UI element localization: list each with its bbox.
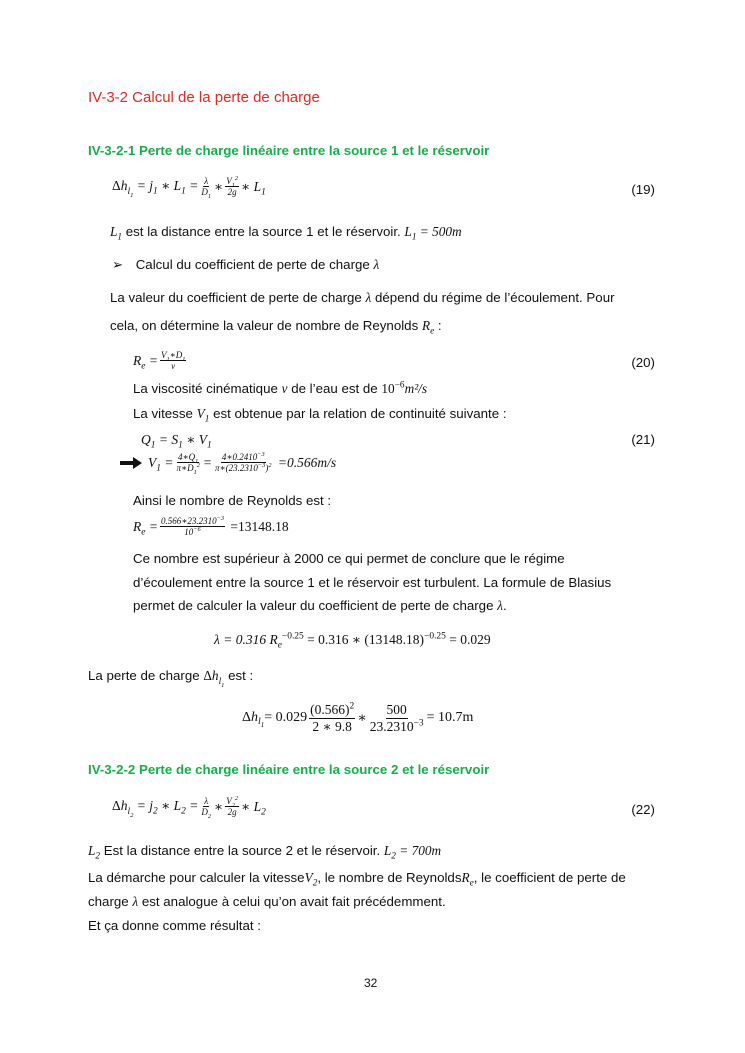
- eq-number-19: (19): [631, 182, 655, 197]
- approach-line1: La démarche pour calculer la vitesseV$_2$, le nombre de ReynoldsR$_e$, le coefficient de perte de: [88, 870, 626, 889]
- reynolds-intro: Ainsi le nombre de Reynolds est :: [133, 493, 332, 508]
- viscosity-line: La viscosité cinématique ν de l’eau est de $10^{-6}m^2/s$: [133, 380, 428, 396]
- eq-number-20: (20): [631, 355, 655, 370]
- right-arrow-icon: [120, 457, 142, 469]
- head-loss-result: = 10.7m: [426, 710, 474, 726]
- v1-result: 0.566m/s: [286, 454, 337, 470]
- l1-value: 500m: [432, 224, 462, 239]
- lambda-result: = 0.029: [449, 632, 491, 647]
- bullet-text: Calcul du coefficient de perte de charge: [135, 257, 370, 272]
- eq-number-21: (21): [631, 432, 655, 447]
- subsection-heading-1: IV-3-2-1 Perte de charge linéaire entre la source 1 et le réservoir: [88, 143, 490, 158]
- section-heading: IV-3-2 Calcul de la perte de charge: [88, 89, 320, 106]
- conclusion-line1: Ce nombre est supérieur à 2000 ce qui permet de conclure que le régime: [133, 551, 565, 566]
- result-intro: Et ça donne comme résultat :: [88, 918, 261, 933]
- l2-definition: $L_2$ Est la distance entre la source 2 et le réservoir. $L_2 = 700m$: [88, 843, 442, 862]
- v1-computation: $V_1$ = $\frac{4∗Q_1}{\pi∗D_1^2}$ = $\frac{4∗0.2410^{-3}}{\pi∗(23.2310^{-3})^2}$ = 0.566m/s: [120, 452, 336, 474]
- page-number: 32: [364, 976, 378, 990]
- loss-intro: La perte de charge $\Delta h_{l_1}$ est :: [88, 668, 254, 689]
- reynolds-computation: $R_e$ = $\frac{0.566∗23.2310^{-3}}{10^{-6}}$ = 13148.18: [133, 515, 289, 538]
- paragraph-regime-line1: La valeur du coefficient de perte de charge λ dépend du régime de l’écoulement. Pour: [110, 290, 615, 305]
- l1-definition: $L_1$ est la distance entre la source 1 et le réservoir. $L_1 = 500m$: [110, 224, 462, 243]
- arrowhead-bullet-icon: ➢: [112, 257, 124, 272]
- bullet-item: ➢ Calcul du coefficient de perte de charge λ: [112, 257, 380, 272]
- subsection-heading-2: IV-3-2-2 Perte de charge linéaire entre la source 2 et le réservoir: [88, 762, 490, 777]
- approach-line2: charge λ est analogue à celui qu’on avait fait précédemment.: [88, 894, 446, 909]
- equation-21: $Q_1 = S_1$ ∗ $V_1$: [141, 432, 212, 451]
- blasius-formula: λ = 0.316 $R_e^{-0.25} = 0.316$ ∗ $(13148.18)^{-0.25} = 0.029$: [214, 631, 491, 651]
- conclusion-line3: permet de calculer la valeur du coefficient de perte de charge λ.: [133, 598, 507, 613]
- equation-22: $\Delta h_{l_2} = j_2$ ∗ $L_2$ = $\frac{\lambda}{D_2}$ ∗ $\frac{V_2^2}{2g}$ ∗ $L_2$: [112, 795, 266, 821]
- eq-number-22: (22): [631, 802, 655, 817]
- l2-value: 700m: [411, 843, 442, 858]
- conclusion-line2: d’écoulement entre la source 1 et le réservoir est turbulent. La formule de Blasius: [133, 575, 612, 590]
- equation-20: $R_e$ = $\frac{V_1∗D_1}{\nu}$: [133, 350, 186, 372]
- re-result: 13148.18: [237, 518, 289, 534]
- head-loss-computation: $\Delta h_{l_1}$ = 0.029 $\frac{(0.566)^2}{2 ∗ 9.8}$ ∗ $\frac{500}{23.2310^{-3}}$ = 10.7m: [242, 701, 474, 734]
- paragraph-regime-line2: cela, on détermine la valeur de nombre de Reynolds $R_e$ :: [110, 318, 442, 337]
- equation-19: $\Delta h_{l_1} = j_1$ ∗ $L_1$ = $\frac{\lambda}{D_1}$ ∗ $\frac{V_1^2}{2g}$ ∗ $L_1$: [112, 175, 266, 201]
- velocity-line: La vitesse $V_1$ est obtenue par la relation de continuité suivante :: [133, 406, 507, 425]
- l1-text: est la distance entre la source 1 et le réservoir.: [125, 224, 401, 239]
